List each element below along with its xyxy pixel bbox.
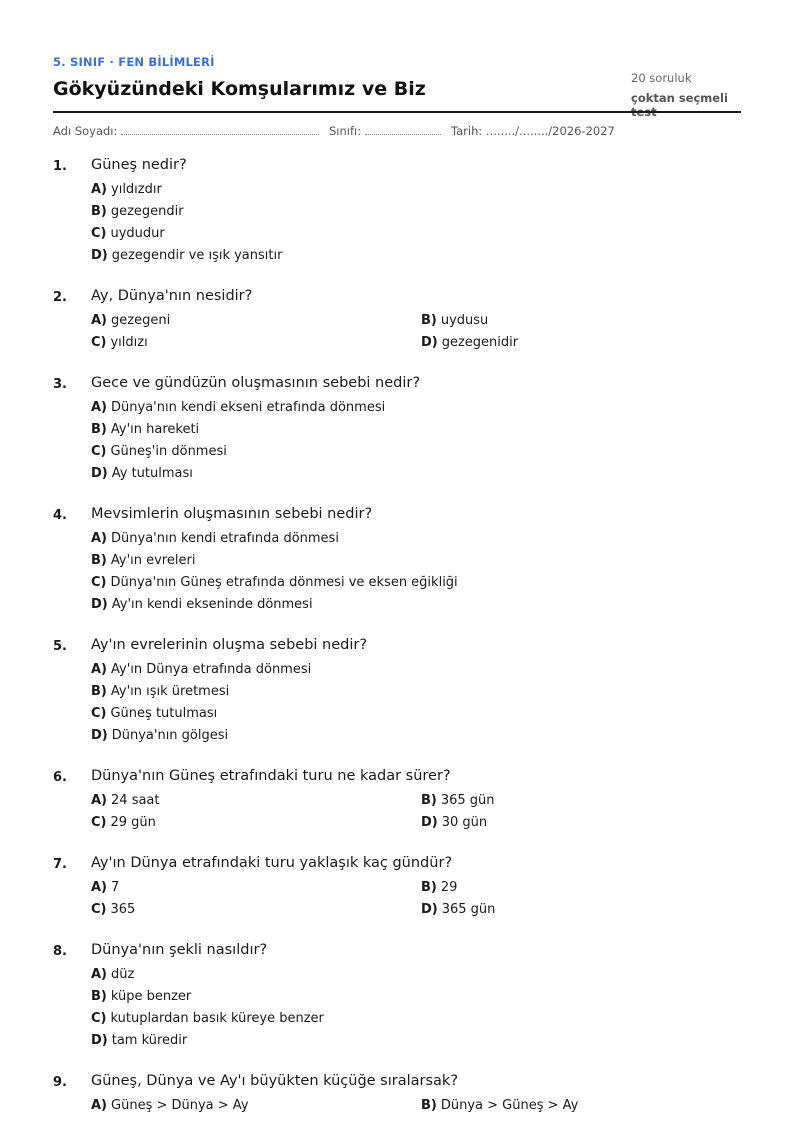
question-3 [53, 375, 741, 506]
option-b[interactable]: B) uydusu [421, 313, 489, 328]
question-6 [53, 768, 741, 855]
option-a[interactable]: A) Dünya'nın kendi ekseni etrafında dönmesi [91, 400, 386, 415]
option-b[interactable]: B) Dünya > Güneş > Ay [421, 1098, 579, 1113]
option-a[interactable]: A) Ay'ın Dünya etrafında dönmesi [91, 662, 312, 677]
question-number: 5. [53, 639, 67, 654]
option-c[interactable]: C) 29 gün [91, 815, 156, 830]
question-number: 1. [53, 159, 67, 174]
option-d[interactable]: D) tam küredir [91, 1033, 188, 1048]
question-4 [53, 506, 741, 637]
option-d[interactable]: D) 30 gün [421, 815, 488, 830]
option-b[interactable]: B) gezegendir [91, 204, 184, 219]
question-text: Güneş nedir? [91, 157, 187, 173]
header-divider [53, 111, 741, 113]
option-c[interactable]: C) uydudur [91, 226, 165, 241]
option-d[interactable]: D) 365 gün [421, 902, 496, 917]
option-c[interactable]: C) Güneş tutulması [91, 706, 218, 721]
question-5 [53, 637, 741, 768]
option-c[interactable]: C) kutuplardan basık küreye benzer [91, 1011, 324, 1026]
question-list [53, 157, 741, 1123]
option-a[interactable]: A) gezegeni [91, 313, 171, 328]
option-d[interactable]: D) gezegenidir [421, 335, 519, 350]
option-d[interactable]: D) Ay'ın kendi ekseninde dönmesi [91, 597, 313, 612]
class-blank [365, 125, 441, 135]
question-text: Güneş, Dünya ve Ay'ı büyükten küçüğe sıralarsak? [91, 1073, 459, 1089]
question-7 [53, 855, 741, 942]
date-label: Tarih: [451, 124, 483, 138]
question-text: Dünya'nın şekli nasıldır? [91, 942, 268, 958]
option-a[interactable]: A) Güneş > Dünya > Ay [91, 1098, 249, 1113]
question-number: 3. [53, 377, 67, 392]
option-a[interactable]: A) yıldızdır [91, 182, 162, 197]
question-number: 2. [53, 290, 67, 305]
class-field [329, 124, 441, 138]
grade-subject-label: 5. SINIF · FEN BİLİMLERİ [53, 55, 215, 69]
option-c[interactable]: C) yıldızı [91, 335, 148, 350]
option-d[interactable]: D) gezegendir ve ışık yansıtır [91, 248, 283, 263]
page-title: Gökyüzündeki Komşularımız ve Biz [53, 78, 426, 100]
question-1 [53, 157, 741, 288]
class-label: Sınıfı: [329, 124, 362, 138]
question-text: Ay, Dünya'nın nesidir? [91, 288, 253, 304]
question-text: Dünya'nın Güneş etrafındaki turu ne kadar sürer? [91, 768, 451, 784]
name-blank [121, 125, 319, 135]
question-8 [53, 942, 741, 1073]
question-text: Mevsimlerin oluşmasının sebebi nedir? [91, 506, 373, 522]
student-info-row [53, 124, 741, 140]
name-label: Adı Soyadı: [53, 124, 118, 138]
question-number: 6. [53, 770, 67, 785]
option-b[interactable]: B) Ay'ın evreleri [91, 553, 196, 568]
option-d[interactable]: D) Ay tutulması [91, 466, 193, 481]
option-c[interactable]: C) Güneş'in dönmesi [91, 444, 227, 459]
question-number: 7. [53, 857, 67, 872]
question-text: Ay'ın evrelerinin oluşma sebebi nedir? [91, 637, 368, 653]
date-value: ......../......../2026-2027 [485, 124, 615, 138]
option-b[interactable]: B) 365 gün [421, 793, 495, 808]
question-2 [53, 288, 741, 375]
question-text: Ay'ın Dünya etrafındaki turu yaklaşık kaç gündür? [91, 855, 453, 871]
question-number: 4. [53, 508, 67, 523]
date-field [451, 124, 615, 138]
option-a[interactable]: A) düz [91, 967, 135, 982]
option-c[interactable]: C) Dünya'nın Güneş etrafında dönmesi ve eksen eğikliği [91, 575, 458, 590]
worksheet-header [53, 55, 741, 105]
option-b[interactable]: B) 29 [421, 880, 458, 895]
option-b[interactable]: B) Ay'ın ışık üretmesi [91, 684, 230, 699]
question-text: Gece ve gündüzün oluşmasının sebebi nedir? [91, 375, 421, 391]
question-number: 8. [53, 944, 67, 959]
option-b[interactable]: B) küpe benzer [91, 989, 192, 1004]
option-d[interactable]: D) Dünya'nın gölgesi [91, 728, 229, 743]
option-a[interactable]: A) 7 [91, 880, 120, 895]
name-field [53, 124, 319, 138]
question-number: 9. [53, 1075, 67, 1090]
question-count: 20 soruluk [631, 71, 692, 85]
option-a[interactable]: A) Dünya'nın kendi etrafında dönmesi [91, 531, 339, 546]
option-c[interactable]: C) 365 [91, 902, 136, 917]
question-9 [53, 1073, 741, 1123]
option-b[interactable]: B) Ay'ın hareketi [91, 422, 200, 437]
test-type: çoktan seçmeli [631, 91, 728, 105]
option-a[interactable]: A) 24 saat [91, 793, 160, 808]
